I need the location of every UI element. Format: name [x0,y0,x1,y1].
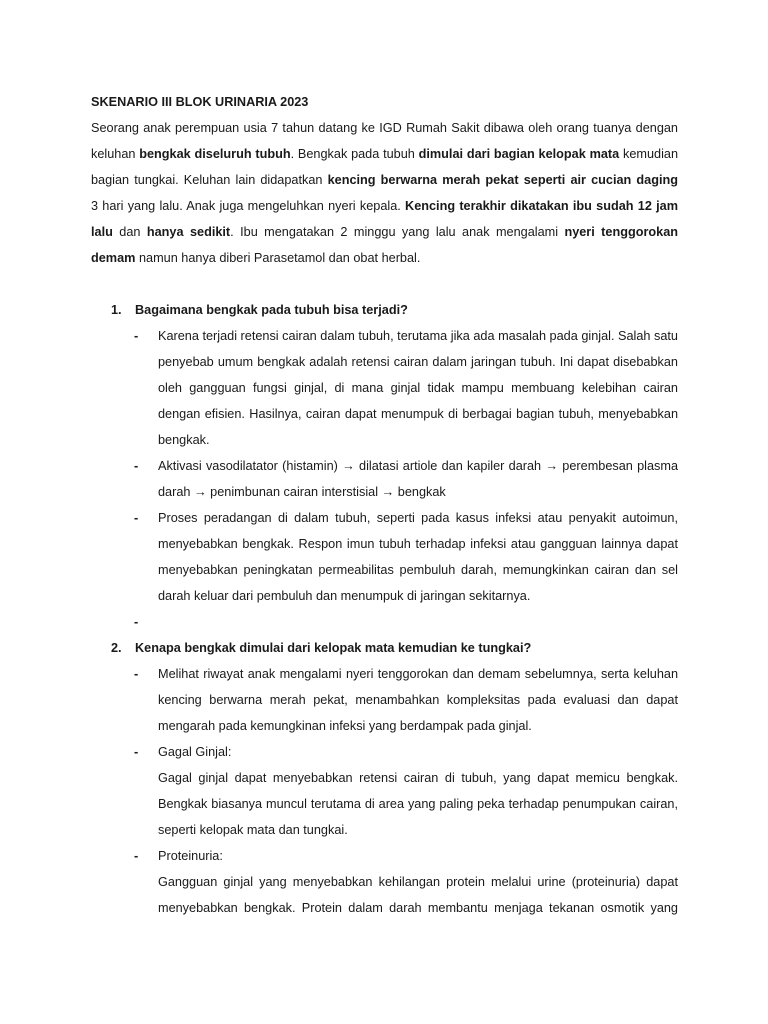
dash-bullet: - [134,329,139,343]
scenario-line: demam namun hanya diberi Parasetamol dan obat herbal. [91,251,421,265]
bold-phrase: nyeri tenggorokan [564,225,678,239]
bold-phrase: bengkak diseluruh tubuh [139,147,291,161]
dash-bullet: - [134,849,139,863]
bold-phrase: hanya sedikit [146,225,231,239]
scenario-paragraph [91,115,678,271]
dash-bullet: - [134,459,139,473]
bold-phrase: Kencing terakhir dikatakan ibu sudah 12 jam [405,199,678,213]
answer-item: - Gagal Ginjal: Gagal ginjal dapat menyebabkan retensi cairan di tubuh, yang dapat memicu bengkak. Bengkak biasanya muncul terutama di area yang paling peka terhadap penumpukan cairan, seperti kelopak mata dan tungkai. [91,739,678,843]
answer-item: - Karena terjadi retensi cairan dalam tubuh, terutama jika ada masalah pada ginjal. Salah satu penyebab umum bengkak adalah retensi cairan dalam jaringan tubuh. Ini dapat disebabkan oleh gangguan fungsi ginjal, di mana ginjal tidak mampu membuang kelebihan cairan dengan efisien. Hasilnya, cairan dapat menumpuk di berbagai bagian tubuh, menyebabkan bengkak. [91,323,678,453]
dash-bullet: - [134,615,139,629]
bold-phrase: lalu [91,225,113,239]
question-number: 1. [111,303,122,317]
question-text: Kenapa bengkak dimulai dari kelopak mata kemudian ke tungkai? [135,641,532,655]
bold-phrase: demam [91,251,136,265]
scenario-line: 3 hari yang lalu. Anak juga mengeluhkan nyeri kepala. Kencing terakhir dikatakan ibu sudah 12 jam [91,193,678,219]
answer-item: - Proteinuria: Gangguan ginjal yang menyebabkan kehilangan protein melalui urine (proteinuria) dapat menyebabkan bengkak. Protein dalam darah membantu menjaga tekanan osmotik yang [91,843,678,921]
bold-phrase: dimulai dari bagian kelopak mata [418,147,620,161]
scenario-line: bagian tungkai. Keluhan lain didapatkan kencing berwarna merah pekat seperti air cucian daging [91,173,678,187]
document-page [91,89,678,921]
scenario-line: Seorang anak perempuan usia 7 tahun datang ke IGD Rumah Sakit dibawa oleh orang tuanya dengan [91,121,678,135]
answer-heading: Gagal Ginjal: [158,745,232,759]
answer-item: - Proses peradangan di dalam tubuh, seperti pada kasus infeksi atau penyakit autoimun, menyebabkan bengkak. Respon imun tubuh terhadap infeksi atau gangguan lainnya dapat menyebabkan peningkatan permeabilitas pembuluh darah, memungkinkan cairan dan sel darah keluar dari pembuluh dan menumpuk di jaringan sekitarnya. [91,505,678,609]
question-number: 2. [111,641,122,655]
scenario-line: keluhan bengkak diseluruh tubuh. Bengkak pada tubuh dimulai dari bagian kelopak mata kemudian [91,147,678,161]
document-title: SKENARIO III BLOK URINARIA 2023 [91,95,309,109]
bold-phrase: kencing berwarna merah pekat seperti air cucian daging [327,173,678,187]
dash-bullet: - [134,745,139,759]
question-1 [91,297,678,323]
answer-heading: Proteinuria: [158,849,223,863]
empty-answer-item [91,609,678,635]
dash-bullet: - [134,511,139,525]
question-2 [91,635,678,661]
question-text: Bagaimana bengkak pada tubuh bisa terjadi? [135,303,408,317]
answer-item: - Aktivasi vasodilatator (histamin) → dilatasi artiole dan kapiler darah → perembesan plasma darah → penimbunan cairan interstisial → bengkak [91,453,678,505]
answer-item: - Melihat riwayat anak mengalami nyeri tenggorokan dan demam sebelumnya, serta keluhan kencing berwarna merah pekat, menambahkan kompleksitas pada evaluasi dan dapat mengarah pada kemungkinan infeksi yang berdampak pada ginjal. [91,661,678,739]
dash-bullet: - [134,667,139,681]
scenario-line: lalu dan hanya sedikit. Ibu mengatakan 2 minggu yang lalu anak mengalami nyeri tenggorokan [91,225,678,239]
